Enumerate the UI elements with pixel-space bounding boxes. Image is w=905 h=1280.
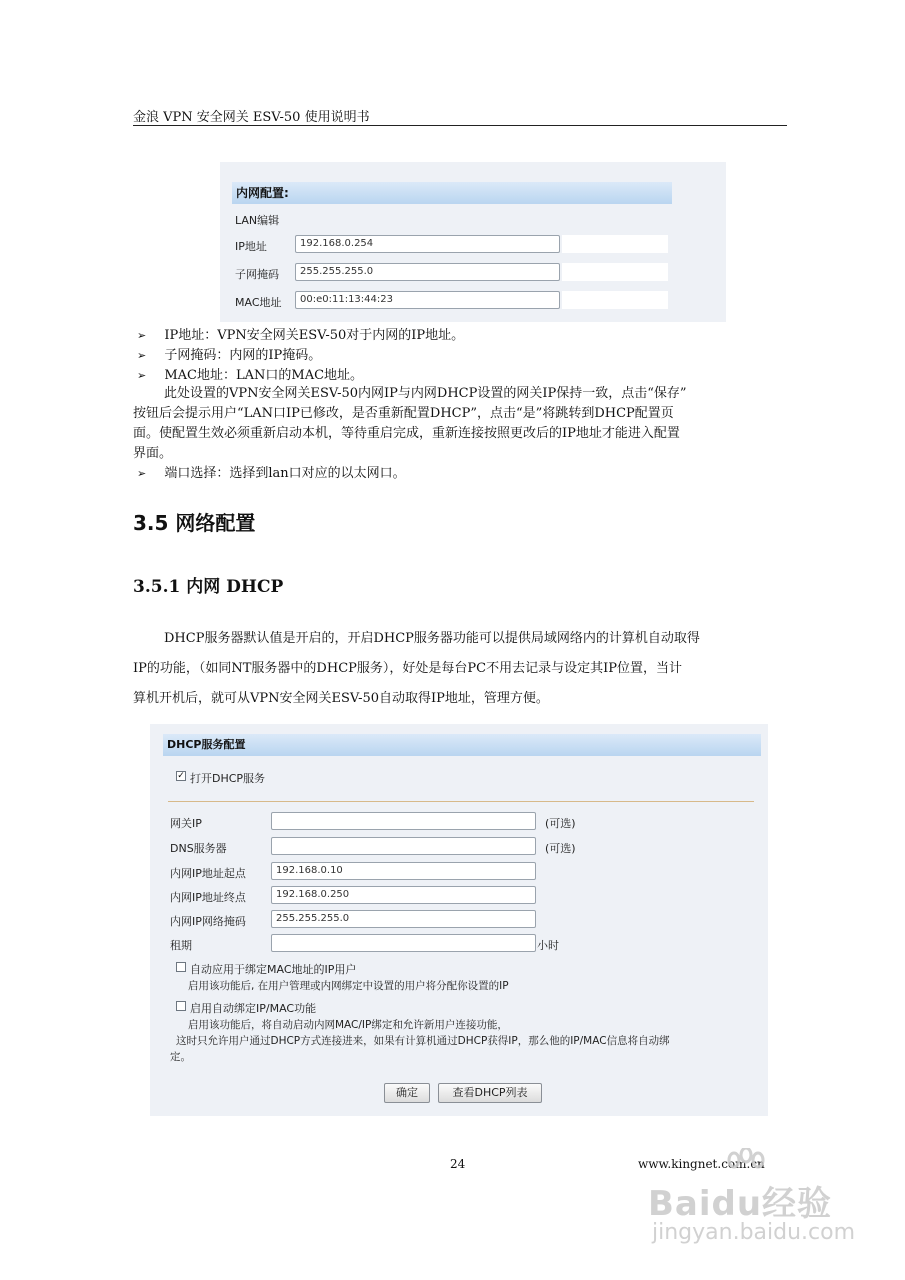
gateway-ip-field[interactable] [271, 812, 536, 830]
bullet-subnet-mask [137, 346, 321, 365]
paragraph-line: 按钮后会提示用户“LAN口IP已修改，是否重新配置DHCP”，点击“是”将跳转到DHCP配置页 [133, 406, 674, 421]
confirm-button[interactable]: 确定 [384, 1083, 430, 1103]
field-row-background [562, 235, 668, 253]
bullet-text: IP地址：VPN安全网关ESV-50对于内网的IP地址。 [164, 328, 465, 343]
bullet-ip-address [137, 326, 464, 345]
ip-range-end-field[interactable]: 192.168.0.250 [271, 886, 536, 904]
watermark-logo-text: Baidu经验 [648, 1184, 833, 1224]
watermark-site-text: jingyan.baidu.com [652, 1220, 856, 1245]
baidu-watermark [648, 1148, 858, 1258]
subnet-mask-field[interactable]: 255.255.255.0 [295, 263, 560, 281]
auto-bind-checkbox[interactable] [176, 1001, 186, 1011]
lan-edit-label: LAN编辑 [235, 214, 280, 227]
optional-note: (可选) [545, 842, 576, 855]
footer-url[interactable]: www.kingnet.com.cn [638, 1157, 765, 1171]
hours-unit: 小时 [537, 939, 559, 952]
lease-time-label: 租期 [170, 939, 192, 952]
bullet-text: 子网掩码：内网的IP掩码。 [164, 348, 322, 363]
bullet-arrow-icon: ➢ [137, 329, 147, 342]
ip-range-start-label: 内网IP地址起点 [170, 867, 246, 880]
gateway-ip-label: 网关IP [170, 817, 202, 830]
auto-apply-label: 自动应用于绑定MAC地址的IP用户 [190, 963, 357, 976]
paragraph-line: 算机开机后，就可从VPN安全网关ESV-50自动取得IP地址，管理方便。 [133, 691, 549, 706]
auto-bind-label: 启用自动绑定IP/MAC功能 [190, 1002, 317, 1015]
ip-address-label: IP地址 [235, 240, 267, 253]
bullet-text: 端口选择：选择到lan口对应的以太网口。 [164, 466, 406, 481]
enable-dhcp-checkbox[interactable]: ✓ [177, 771, 185, 781]
bullet-arrow-icon: ➢ [137, 369, 147, 382]
section-heading: 3.5 网络配置 [133, 511, 256, 535]
mac-address-field[interactable]: 00:e0:11:13:44:23 [295, 291, 560, 309]
view-dhcp-list-button[interactable]: 查看DHCP列表 [438, 1083, 542, 1103]
paragraph-line: IP的功能，（如同NT服务器中的DHCP服务），好处是每台PC不用去记录与设定其IP位置，当计 [133, 661, 682, 676]
paragraph-line: DHCP服务器默认值是开启的，开启DHCP服务器功能可以提供局域网络内的计算机自动取得 [164, 631, 700, 646]
optional-note: (可选) [545, 817, 576, 830]
auto-apply-description: 启用该功能后, 在用户管理或内网绑定中设置的用户将分配你设置的IP [188, 980, 509, 992]
auto-apply-checkbox[interactable] [176, 962, 186, 972]
ip-address-field[interactable]: 192.168.0.254 [295, 235, 560, 253]
bullet-port-select [137, 464, 406, 483]
ip-range-end-label: 内网IP地址终点 [170, 891, 246, 904]
netmask-label: 内网IP网络掩码 [170, 915, 246, 928]
auto-bind-description: 启用该功能后，将自动启动内网MAC/IP绑定和允许新用户连接功能， [188, 1019, 508, 1031]
auto-bind-description: 定。 [170, 1051, 191, 1063]
page-number: 24 [450, 1157, 466, 1171]
mac-address-label: MAC地址 [235, 296, 282, 309]
paragraph-line: 界面。 [133, 446, 173, 461]
document-header-title: 金浪 VPN 安全网关 ESV-50 使用说明书 [133, 110, 370, 125]
paragraph-line: 此处设置的VPN安全网关ESV-50内网IP与内网DHCP设置的网关IP保持一致，点击“保存” [164, 386, 687, 401]
ip-range-start-field[interactable]: 192.168.0.10 [271, 862, 536, 880]
field-row-background [562, 291, 668, 309]
paragraph-line: 面。使配置生效必须重新启动本机，等待重启完成，重新连接按照更改后的IP地址才能进入配置 [133, 426, 680, 441]
header-divider [133, 125, 787, 126]
dhcp-config-title: DHCP服务配置 [163, 734, 761, 756]
dhcp-divider [168, 801, 754, 802]
dns-server-label: DNS服务器 [170, 842, 227, 855]
bullet-arrow-icon: ➢ [137, 467, 147, 480]
enable-dhcp-label: 打开DHCP服务 [190, 772, 266, 785]
subsection-heading: 3.5.1 内网 DHCP [133, 577, 284, 597]
bullet-mac-address [137, 366, 363, 385]
lan-config-title: 内网配置: [232, 182, 672, 204]
bullet-text: MAC地址：LAN口的MAC地址。 [164, 368, 364, 383]
dns-server-field[interactable] [271, 837, 536, 855]
field-row-background [562, 263, 668, 281]
auto-bind-description: 这时只允许用户通过DHCP方式连接进来，如果有计算机通过DHCP获得IP，那么他的IP/MAC信息将自动绑 [176, 1035, 670, 1047]
bullet-arrow-icon: ➢ [137, 349, 147, 362]
lease-time-field[interactable] [271, 934, 536, 952]
netmask-field[interactable]: 255.255.255.0 [271, 910, 536, 928]
subnet-mask-label: 子网掩码 [235, 268, 279, 281]
